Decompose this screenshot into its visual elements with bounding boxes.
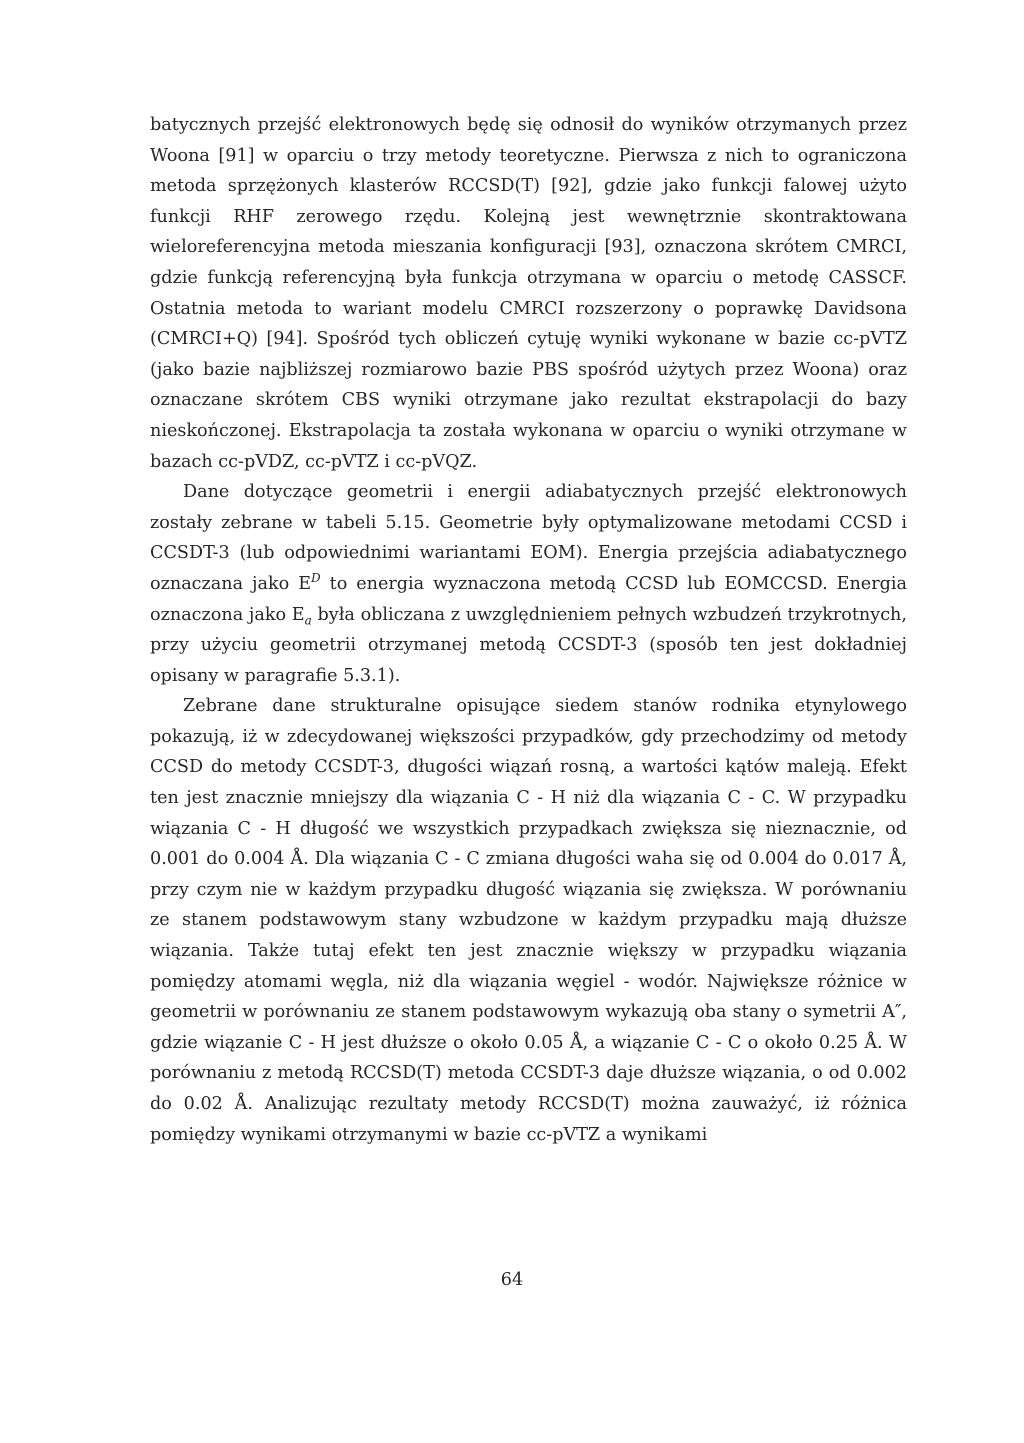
energy-subscript-a: a — [304, 613, 312, 628]
paragraph-2-text-b: to energia wyznaczona metodą CCSD lub EOMCCSD. Energia oznaczona jako E — [150, 573, 907, 625]
body-text — [150, 110, 907, 1150]
paragraph-1-text: batycznych przejść elektronowych będę się odnosił do wyników otrzymanych przez Woona [91] w oparciu o trzy metody teoretyczne. Pierwsza z nich to ograniczona metoda sprzężonych klasterów RCCSD(T) [92], gdzie jako funkcji falowej użyto funkcji RHF zerowego rzędu. Kolejną jest wewnętrznie skontraktowana wieloreferencyjna metoda mieszania konfiguracji [93], oznaczona skrótem CMRCI, gdzie funkcją referencyjną była funkcja otrzymana w oparciu o metodę CASSCF. Ostatnia metoda to wariant modelu CMRCI rozszerzony o poprawkę Davidsona (CMRCI+Q) [94]. Spośród tych obliczeń cytuję wyniki wykonane w bazie cc-pVTZ (jako bazie najbliższej rozmiarowo bazie PBS spośród użytych przez Woona) oraz oznaczane skrótem CBS wyniki otrzymane jako rezultat ekstrapolacji do bazy nieskończonej. Ekstrapolacja ta została wykonana w oparciu o wyniki otrzymane w bazach cc-pVDZ, cc-pVTZ i cc-pVQZ. — [150, 115, 907, 472]
energy-superscript-d: D — [311, 571, 321, 586]
paragraph-1 — [150, 110, 907, 477]
paragraph-2 — [150, 477, 907, 691]
page-number: 64 — [500, 1270, 524, 1290]
paragraph-3-text: Zebrane dane strukturalne opisujące siedem stanów rodnika etynylowego pokazują, iż w zdecydowanej większości przypadków, gdy przechodzimy od metody CCSD do metody CCSDT-3, długości wiązań rosną, a wartości kątów maleją. Efekt ten jest znacznie mniejszy dla wiązania C - H niż dla wiązania C - C. W przypadku wiązania C - H długość we wszystkich przypadkach zwiększa się nieznacznie, od 0.001 do 0.004 Å. Dla wiązania C - C zmiana długości waha się od 0.004 do 0.017 Å, przy czym nie w każdym przypadku długość wiązania się zwiększa. W porównaniu ze stanem podstawowym stany wzbudzone w każdym przypadku mają dłuższe wiązania. Także tutaj efekt ten jest znacznie większy w przypadku wiązania pomiędzy atomami węgla, niż dla wiązania węgiel - wodór. Największe różnice w geometrii w porównaniu ze stanem podstawowym wykazują oba stany o symetrii A″, gdzie wiązanie C - H jest dłuższe o około 0.05 Å, a wiązanie C - C o około 0.25 Å. W porównaniu z metodą RCCSD(T) metoda CCSDT-3 daje dłuższe wiązania, o od 0.002 do 0.02 Å. Analizując rezultaty metody RCCSD(T) można zauważyć, iż różnica pomiędzy wynikami otrzymanymi w bazie cc-pVTZ a wynikami — [150, 696, 907, 1145]
paragraph-2-text-a: Dane dotyczące geometrii i energii adiabatycznych przejść elektronowych zostały zebrane w tabeli 5.15. Geometrie były optymalizowane metodami CCSD i CCSDT-3 (lub odpowiednimi wariantami EOM). Energia przejścia adiabatycznego oznaczana jako E — [150, 482, 907, 594]
paragraph-2-text-c: była obliczana z uwzględnieniem pełnych wzbudzeń trzykrotnych, przy użyciu geometrii otrzymanej metodą CCSDT-3 (sposób ten jest dokładniej opisany w paragrafie 5.3.1). — [150, 604, 907, 686]
paragraph-3 — [150, 691, 907, 1150]
